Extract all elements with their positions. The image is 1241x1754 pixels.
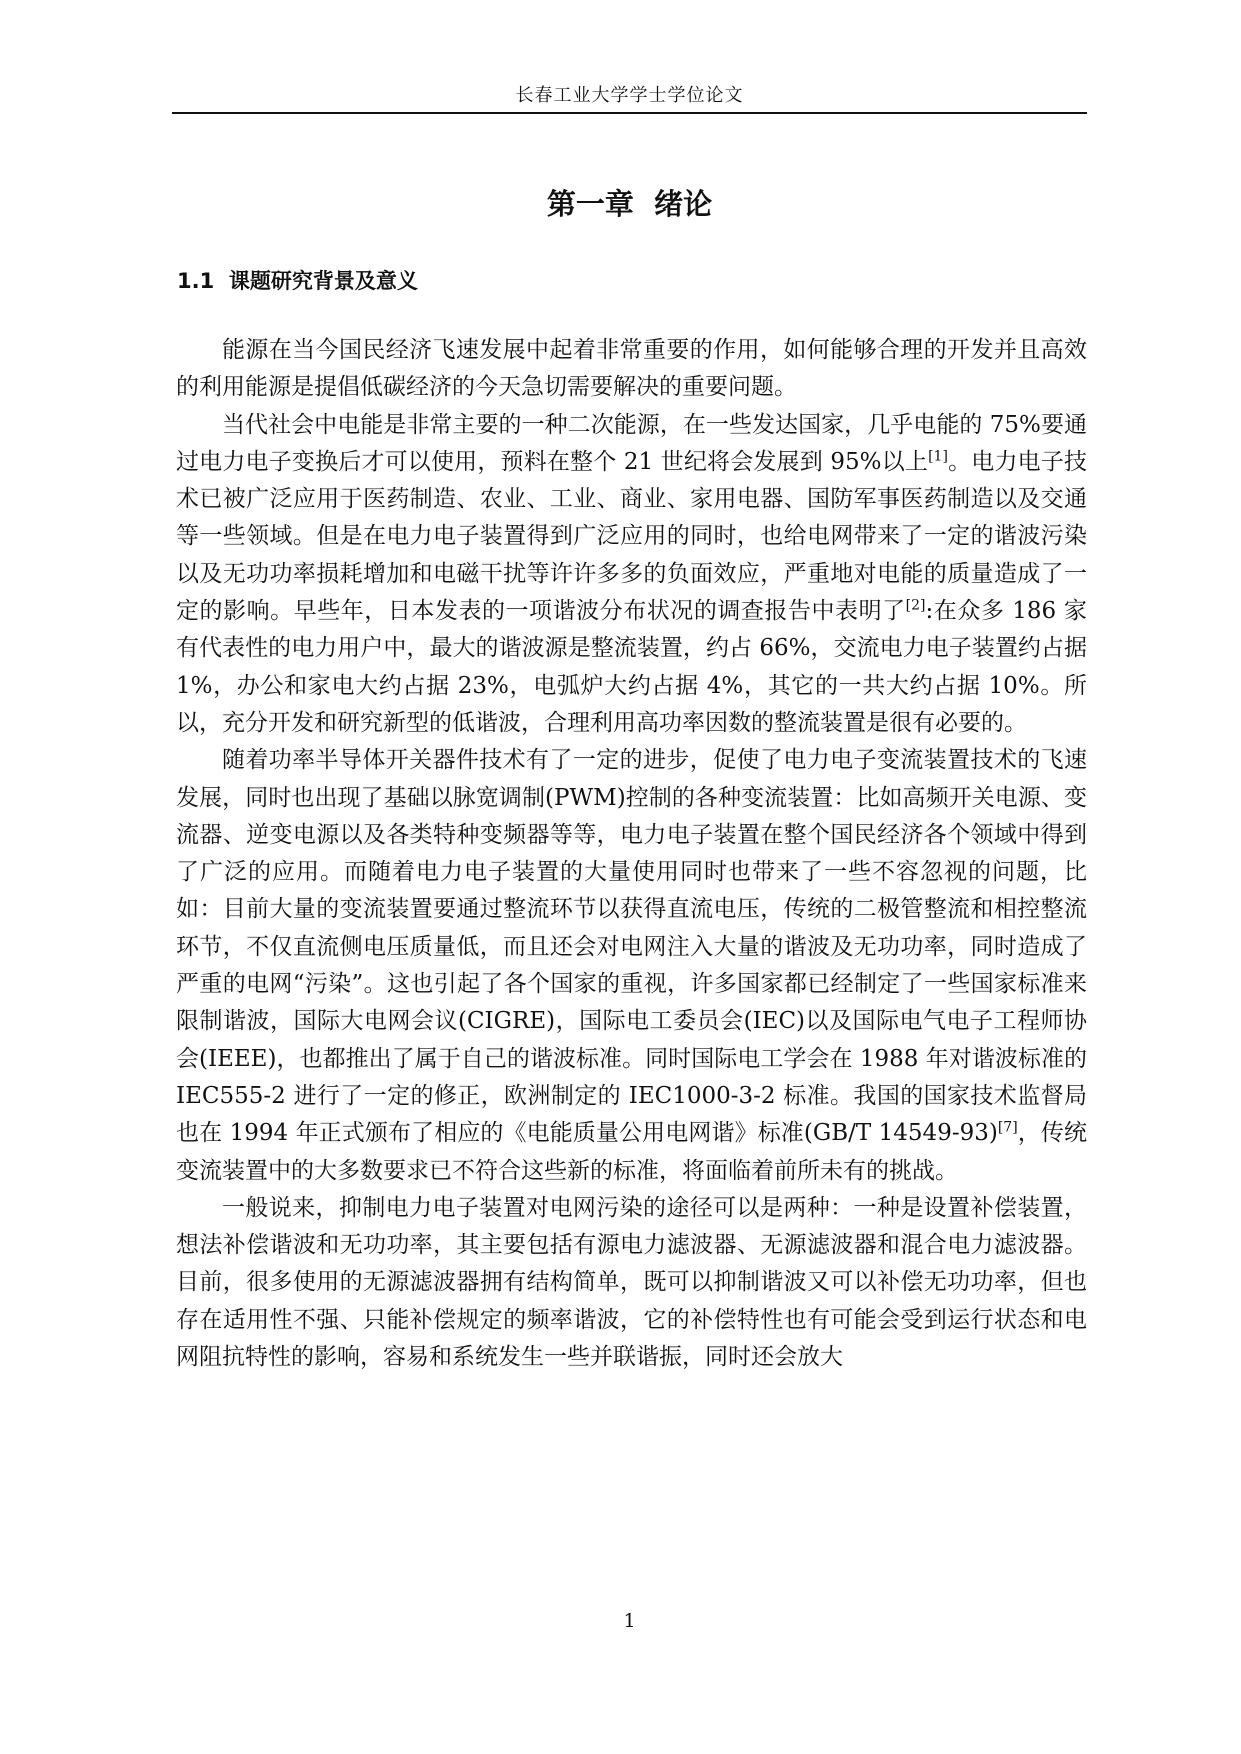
header-divider bbox=[172, 112, 1087, 114]
paragraph-text: 当代社会中电能是非常主要的一种二次能源，在一些发达国家，几乎电能的 75%要通过电力电子变换后才可以使用，预料在整个 21 世纪将会发展到 95%以上 bbox=[176, 411, 1087, 475]
paragraph-energy-importance bbox=[176, 332, 1087, 407]
paragraph-suppression-methods bbox=[176, 1190, 1087, 1376]
section-heading: 1.1 课题研究背景及意义 bbox=[177, 269, 418, 293]
paragraph-text: ，传统变流装置中的大多数要求已不符合这些新的标准，将面临着前所未有的挑战。 bbox=[176, 1120, 1088, 1184]
paragraph-text: 一般说来，抑制电力电子装置对电网污染的途径可以是两种：一种是设置补偿装置，想法补偿谐波和无功功率，其主要包括有源电力滤波器、无源滤波器和混合电力滤波器。目前，很多使用的无源滤波器拥有结构简单，既可以抑制谐波又可以补偿无功功率，但也存在适用性不强、只能补偿规定的频率谐波，它的补偿特性也有可能会受到运行状态和电网阻抗特性的影响，容易和系统发生一些并联谐振，同时还会放大 bbox=[176, 1194, 1087, 1371]
paragraph-power-electronics-harmonics bbox=[176, 407, 1087, 743]
paragraph-text: 能源在当今国民经济飞速发展中起着非常重要的作用，如何能够合理的开发并且高效的利用能源是提倡低碳经济的今天急切需要解决的重要问题。 bbox=[176, 337, 1087, 401]
paragraph-text: 。电力电子技术已被广泛应用于医药制造、农业、工业、商业、家用电器、国防军事医药制造以及交通等一些领域。但是在电力电子装置得到广泛应用的同时，也给电网带来了一定的谐波污染以及无功功率损耗增加和电磁干扰等许许多多的负面效应，严重地对电能的质量造成了一定的影响。早些年，日本发表的一项谐波分布状况的调查报告中表明了 bbox=[176, 448, 1087, 625]
running-header: 长春工业大学学士学位论文 bbox=[515, 85, 744, 106]
paragraph-pwm-standards bbox=[176, 742, 1087, 1190]
paragraph-text: :在众多 186 家有代表性的电力用户中，最大的谐波源是整流装置，约占 66%，交流电力电子装置约占据 1%，办公和家电大约占据 23%，电弧炉大约占据 4%，其它的一共大约占据 10%。所以，充分开发和研究新型的低谐波，合理利用高功率因数的整流装置是很有必要的。 bbox=[176, 598, 1087, 736]
page-number: 1 bbox=[623, 1610, 636, 1632]
citation-reference: [2] bbox=[905, 597, 926, 614]
citation-reference: [7] bbox=[997, 1119, 1018, 1136]
body-text bbox=[176, 332, 1087, 1376]
paragraph-text: 随着功率半导体开关器件技术有了一定的进步，促使了电力电子变流装置技术的飞速发展，同时也出现了基础以脉宽调制(PWM)控制的各种变流装置：比如高频开关电源、变流器、逆变电源以及各类特种变频器等等，电力电子装置在整个国民经济各个领域中得到了广泛的应用。而随着电力电子装置的大量使用同时也带来了一些不容忽视的问题，比如：目前大量的变流装置要通过整流环节以获得直流电压，传统的二极管整流和相控整流环节，不仅直流侧电压质量低，而且还会对电网注入大量的谐波及无功功率，同时造成了严重的电网“污染”。这也引起了各个国家的重视，许多国家都已经制定了一些国家标准来限制谐波，国际大电网会议(CIGRE)，国际电工委员会(IEC)以及国际电气电子工程师协会(IEEE)，也都推出了属于自己的谐波标准。同时国际电工学会在 1988 年对谐波标准的 IEC555-2 进行了一定的修正，欧洲制定的 IEC1000-3-2 标准。我国的国家技术监督局也在 1994 年正式颁布了相应的《电能质量公用电网谐》标准(GB/T 14549-93) bbox=[176, 747, 1087, 1147]
citation-reference: [1] bbox=[928, 448, 948, 465]
chapter-title: 第一章 绪论 bbox=[546, 187, 713, 221]
